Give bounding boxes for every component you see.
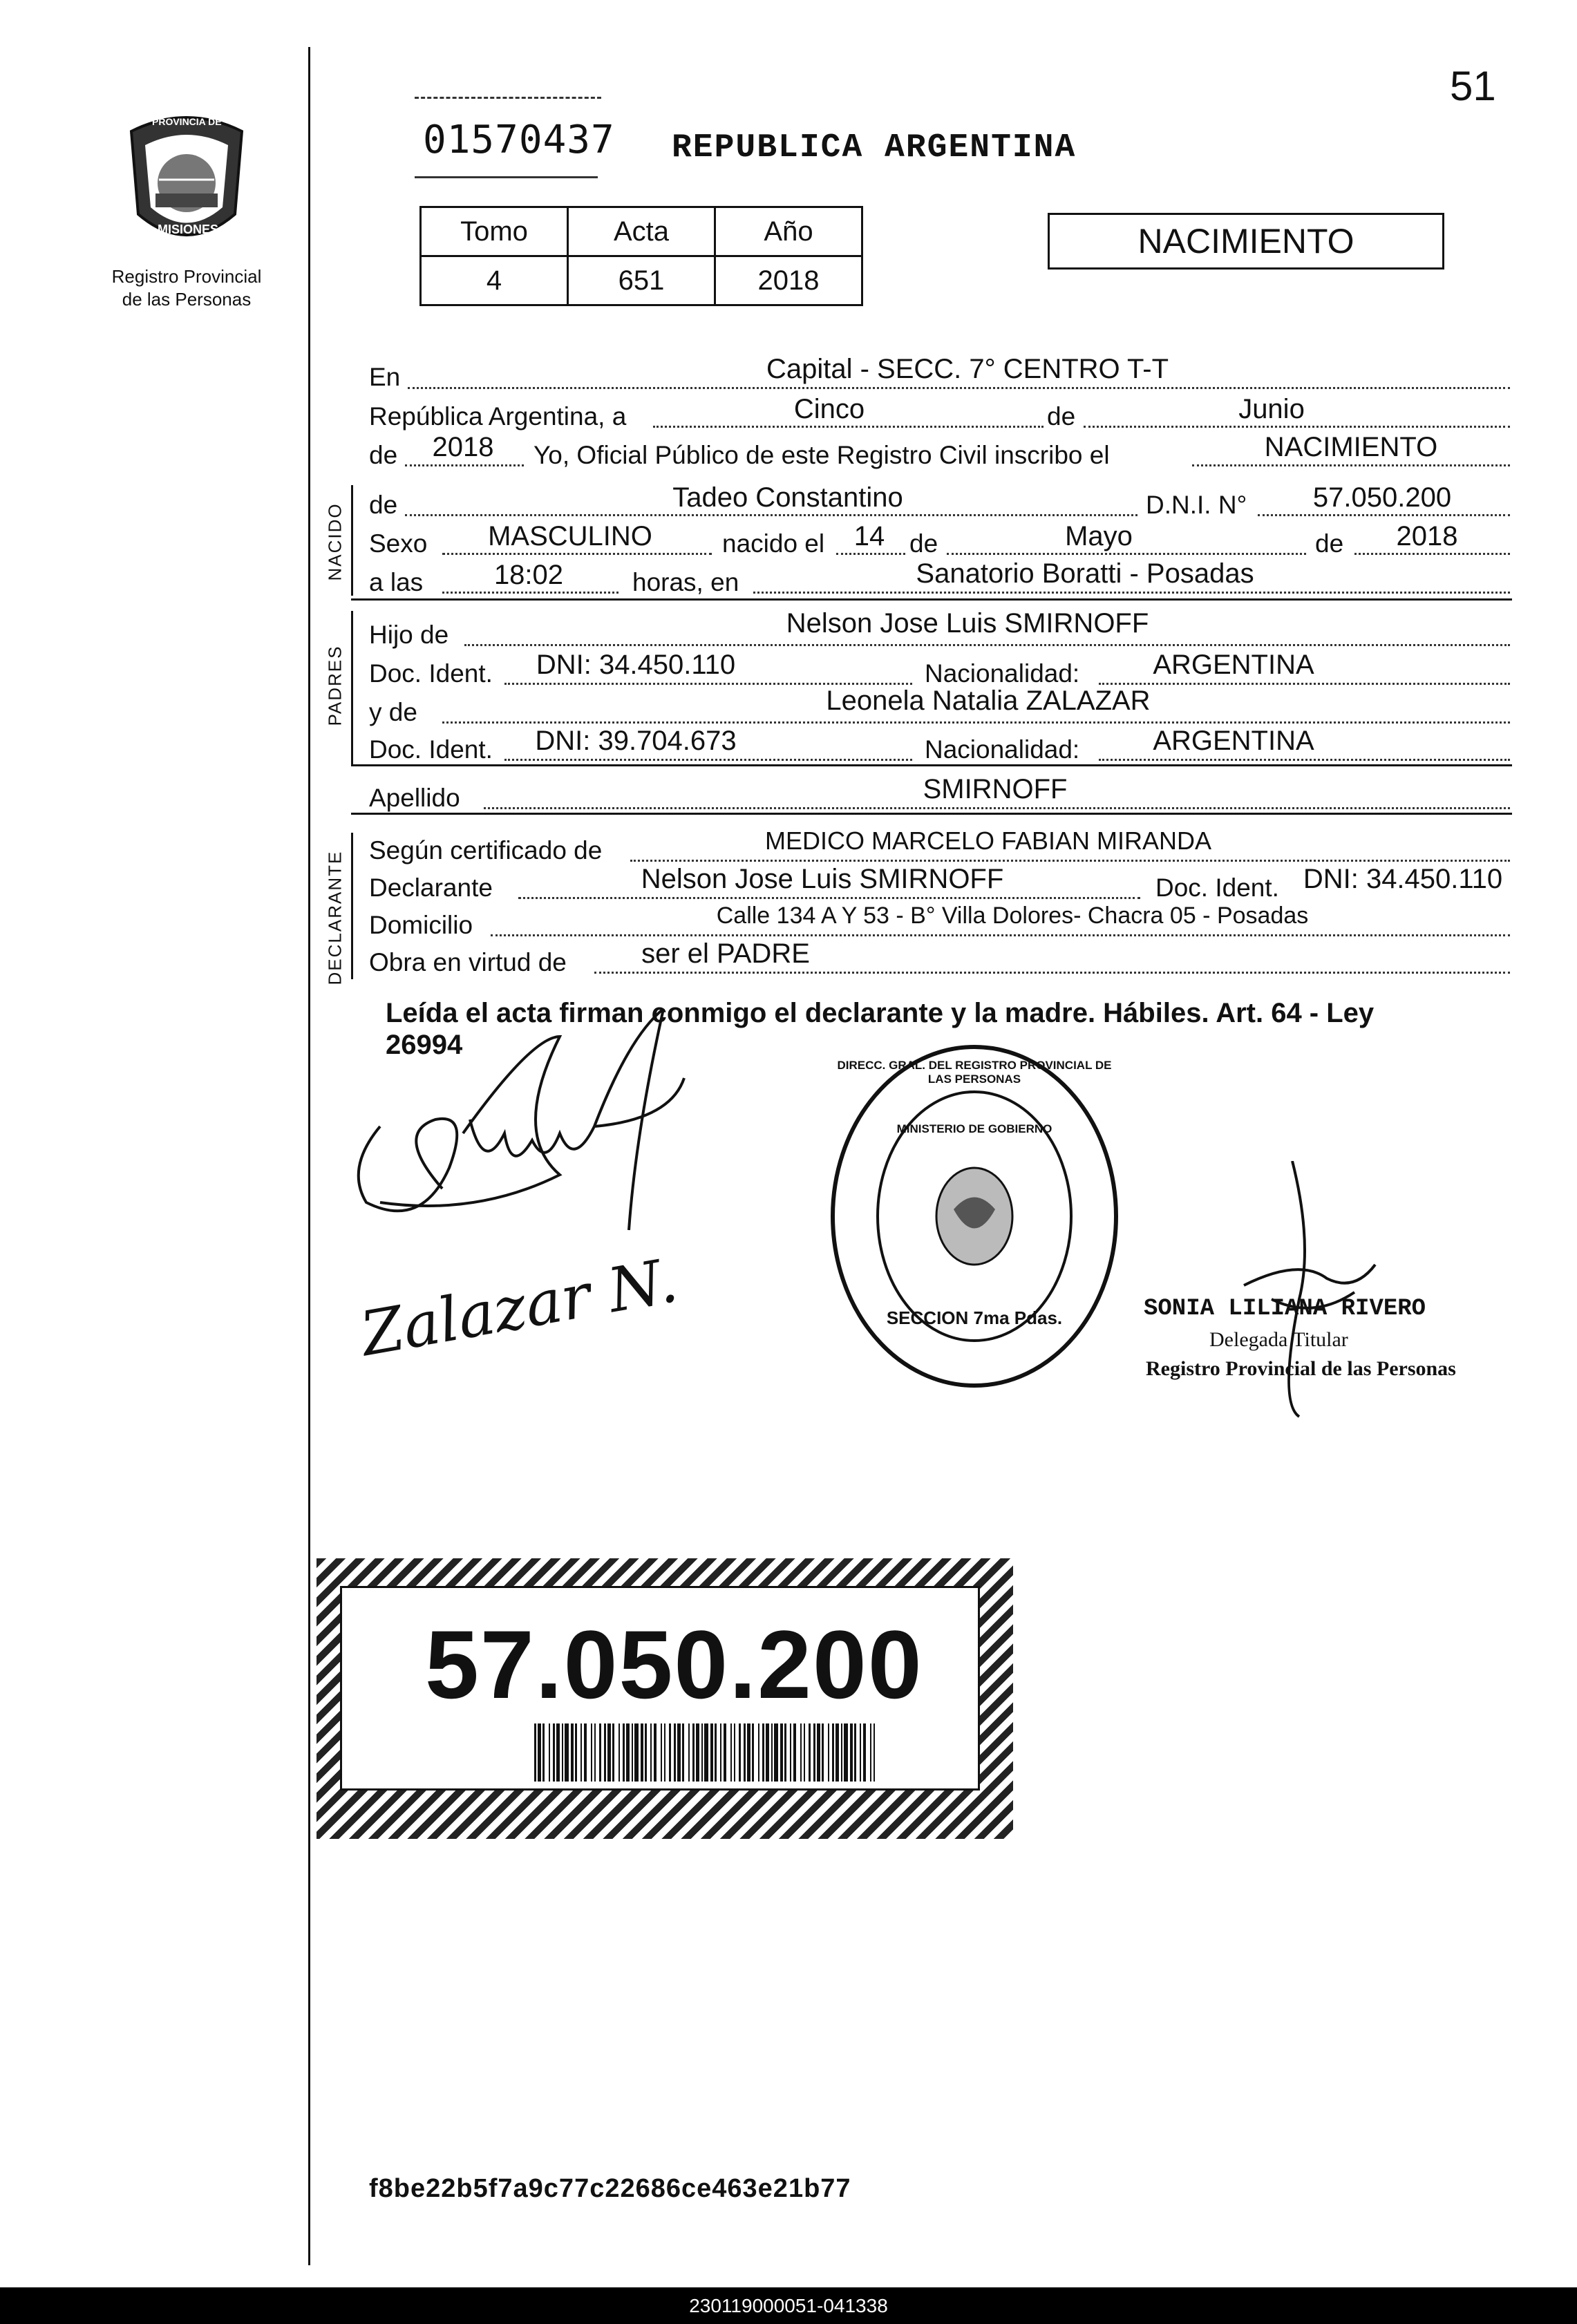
barcode-bar — [844, 1723, 848, 1782]
barcode-bar — [696, 1723, 699, 1782]
barcode-bar — [534, 1723, 536, 1782]
anio-value: 2018 — [432, 432, 494, 462]
barcode-bar — [682, 1723, 684, 1782]
barcode-bar — [701, 1723, 703, 1782]
declarante-doc: DNI: 34.450.110 — [1303, 864, 1503, 894]
lugar-value: Sanatorio Boratti - Posadas — [916, 558, 1254, 589]
barcode-bar — [752, 1723, 754, 1782]
barcode-bar — [626, 1723, 630, 1782]
barcode-bar — [618, 1723, 620, 1782]
official-stamp — [822, 1037, 1126, 1396]
barcode-bar — [860, 1723, 861, 1782]
stamp-inner-text: MINISTERIO DE GOBIERNO — [896, 1122, 1052, 1135]
madre-signature-text: Zalazar N. — [355, 1244, 683, 1370]
declarante-doc-label: Doc. Ident. — [1155, 873, 1279, 902]
nacido-label: nacido el — [722, 529, 825, 558]
serial-underline — [415, 176, 598, 178]
hora-dots — [442, 592, 618, 594]
en-value: Capital - SECC. 7° CENTRO T-T — [766, 354, 1169, 384]
footer-code: 230119000051-041338 — [689, 2295, 888, 2316]
madre-doc-label: Doc. Ident. — [369, 735, 493, 764]
de4-label: de — [909, 529, 938, 558]
header-anio: Año — [715, 207, 862, 256]
barcode-bar — [874, 1723, 875, 1782]
barcode-bar — [604, 1723, 606, 1782]
closing-line2: 26994 — [386, 1030, 463, 1060]
madre-doc-dots — [504, 759, 912, 761]
mes-value: Junio — [1238, 394, 1305, 424]
en-label: En — [369, 363, 401, 391]
madre-signature — [356, 1245, 683, 1370]
barcode-bar — [549, 1723, 550, 1782]
barcode-bar — [747, 1723, 750, 1782]
record-type: NACIMIENTO — [1137, 222, 1354, 261]
hora-value: 18:02 — [493, 560, 564, 590]
mes-dots — [1084, 426, 1510, 428]
barcode-bar — [664, 1723, 665, 1782]
barcode-bar — [634, 1723, 639, 1782]
barcode-bar — [800, 1723, 802, 1782]
section-padres: PADRES — [324, 645, 346, 726]
padre-nac: ARGENTINA — [1153, 650, 1314, 680]
country-title: REPUBLICA ARGENTINA — [672, 129, 1077, 167]
segun-dots — [630, 860, 1510, 862]
barcode — [534, 1723, 880, 1782]
barcode-bar — [654, 1723, 657, 1782]
barcode-bar — [809, 1723, 811, 1782]
anio-dots — [405, 464, 524, 466]
nombre-value: Tadeo Constantino — [672, 482, 903, 513]
logo-seal-bottom: MISIONES — [158, 223, 219, 236]
sexo-value: MASCULINO — [488, 521, 652, 551]
nacido-dia-dots — [836, 553, 905, 555]
barcode-bar — [674, 1723, 676, 1782]
nombre-dots — [405, 514, 1137, 516]
alas-label: a las — [369, 568, 424, 596]
value-tomo: 4 — [421, 256, 568, 305]
barcode-bar — [835, 1723, 839, 1782]
logo-seal-top: PROVINCIA DE — [152, 116, 222, 127]
barcode-bar — [562, 1723, 563, 1782]
dni-value: 57.050.200 — [1312, 482, 1452, 513]
officer-org: Registro Provincial de las Personas — [1146, 1357, 1456, 1380]
apellido-value: SMIRNOFF — [923, 774, 1068, 804]
declarante-value: Nelson Jose Luis SMIRNOFF — [641, 864, 1004, 894]
inscribo-value: NACIMIENTO — [1264, 432, 1438, 462]
barcode-bar — [793, 1723, 796, 1782]
padre-doc: DNI: 34.450.110 — [536, 650, 736, 680]
de2-label: de — [369, 441, 398, 469]
barcode-bar — [771, 1723, 773, 1782]
barcode-bar — [774, 1723, 778, 1782]
barcode-bar — [744, 1723, 746, 1782]
padre-value: Nelson Jose Luis SMIRNOFF — [786, 608, 1149, 639]
barcode-bar — [599, 1723, 601, 1782]
divider-nacido — [351, 598, 1512, 601]
madre-nac: ARGENTINA — [1153, 726, 1314, 756]
officer-title: Delegada Titular — [1209, 1328, 1348, 1351]
declarante-signature — [339, 995, 726, 1244]
dni-dots — [1258, 514, 1510, 516]
barcode-bar — [704, 1723, 708, 1782]
madre-doc: DNI: 39.704.673 — [535, 726, 737, 756]
barcode-bar — [538, 1723, 541, 1782]
barcode-bar — [650, 1723, 652, 1782]
madre-nac-dots — [1099, 759, 1510, 761]
divider-padres — [351, 764, 1512, 766]
inscribo-label: Yo, Oficial Público de este Registro Civil inscribo el — [533, 441, 1110, 469]
barcode-bar — [565, 1723, 569, 1782]
nacido-mes: Mayo — [1065, 521, 1133, 551]
label-number: 57.050.200 — [425, 1610, 923, 1719]
logo-caption-line1: Registro Provincial — [111, 266, 262, 287]
madre-nac-label: Nacionalidad: — [925, 735, 1080, 764]
barcode-bar — [688, 1723, 690, 1782]
de3-label: de — [369, 491, 398, 519]
segun-label: Según certificado de — [369, 836, 603, 865]
barcode-bar — [591, 1723, 592, 1782]
document-hash: f8be22b5f7a9c77c22686ce463e21b77 — [369, 2174, 851, 2203]
apellido-label: Apellido — [369, 784, 460, 812]
stamp-bottom-text: SECCION 7ma Pdas. — [886, 1307, 1063, 1328]
dni-label-inner — [340, 1586, 980, 1791]
nacido-mes-dots — [947, 553, 1306, 555]
barcode-bar — [542, 1723, 545, 1782]
barcode-bar — [724, 1723, 726, 1782]
section-nacido: NACIDO — [324, 502, 346, 581]
hijo-label: Hijo de — [369, 621, 449, 649]
horas-label: horas, en — [632, 568, 739, 596]
declarante-dots — [518, 897, 1140, 899]
barcode-bar — [575, 1723, 577, 1782]
barcode-bar — [661, 1723, 662, 1782]
barcode-bar — [580, 1723, 582, 1782]
barcode-bar — [584, 1723, 587, 1782]
barcode-bar — [822, 1723, 824, 1782]
barcode-bar — [804, 1723, 805, 1782]
dia-value: Cinco — [793, 394, 865, 424]
de-label: de — [1047, 402, 1076, 431]
padre-nac-dots — [1099, 683, 1510, 685]
barcode-bar — [632, 1723, 633, 1782]
sexo-dots — [442, 553, 712, 555]
officer-name: SONIA LILIANA RIVERO — [1144, 1296, 1426, 1322]
barcode-bar — [863, 1723, 866, 1782]
page-number: 51 — [1450, 63, 1496, 109]
serial-number: 01570437 — [423, 117, 615, 162]
nacido-bracket — [351, 485, 353, 596]
divider-apellido — [351, 813, 1512, 815]
obra-value: ser el PADRE — [641, 938, 810, 969]
barcode-bar — [813, 1723, 815, 1782]
footer-bar — [0, 2287, 1577, 2324]
barcode-bar — [669, 1723, 671, 1782]
barcode-bar — [790, 1723, 791, 1782]
madre-dots — [442, 721, 1510, 724]
value-anio: 2018 — [715, 256, 862, 305]
barcode-bar — [870, 1723, 871, 1782]
barcode-bar — [739, 1723, 741, 1782]
header-acta: Acta — [568, 207, 715, 256]
segun-value: MEDICO MARCELO FABIAN MIRANDA — [764, 826, 1212, 855]
barcode-bar — [715, 1723, 717, 1782]
section-declarante: DECLARANTE — [324, 850, 346, 985]
closing-line1: Leída el acta firman conmigo el declarante y la madre. Hábiles. Art. 64 - Ley — [386, 998, 1375, 1028]
sexo-label: Sexo — [369, 529, 428, 558]
barcode-bar — [641, 1723, 643, 1782]
barcode-bar — [841, 1723, 842, 1782]
serial-dashes — [415, 97, 601, 99]
dia-dots — [653, 426, 1044, 428]
padre-dots — [464, 644, 1510, 646]
officer-signature — [1216, 1161, 1396, 1424]
barcode-bar — [594, 1723, 596, 1782]
barcode-bar — [828, 1723, 829, 1782]
barcode-bar — [571, 1723, 574, 1782]
domicilio-label: Domicilio — [369, 911, 473, 939]
de5-label: de — [1315, 529, 1344, 558]
barcode-bar — [850, 1723, 853, 1782]
barcode-bar — [710, 1723, 713, 1782]
barcode-bar — [762, 1723, 764, 1782]
barcode-bar — [553, 1723, 555, 1782]
margin-line — [308, 47, 310, 2265]
barcode-bar — [832, 1723, 834, 1782]
padre-doc-label: Doc. Ident. — [369, 659, 493, 688]
barcode-bar — [854, 1723, 856, 1782]
inscribo-dots — [1192, 464, 1510, 466]
value-acta: 651 — [568, 256, 715, 305]
barcode-bar — [780, 1723, 783, 1782]
domicilio-dots — [491, 934, 1510, 936]
barcode-bar — [623, 1723, 625, 1782]
padre-doc-dots — [504, 683, 912, 685]
logo-caption-line2: de las Personas — [122, 289, 252, 310]
padre-nac-label: Nacionalidad: — [925, 659, 1080, 688]
en-dots — [408, 387, 1510, 389]
obra-label: Obra en virtud de — [369, 948, 567, 976]
province-logo — [117, 111, 256, 256]
republica-label: República Argentina, a — [369, 402, 627, 431]
barcode-bar — [720, 1723, 721, 1782]
nacido-anio-dots — [1354, 553, 1510, 555]
barcode-bar — [730, 1723, 732, 1782]
declarante-label: Declarante — [369, 873, 493, 902]
dni-label: D.N.I. N° — [1146, 491, 1247, 519]
barcode-bar — [766, 1723, 769, 1782]
barcode-bar — [677, 1723, 681, 1782]
dni-label-sticker — [317, 1558, 1013, 1839]
obra-dots — [594, 972, 1510, 974]
barcode-bar — [784, 1723, 786, 1782]
apellido-dots — [484, 807, 1510, 809]
barcode-bar — [556, 1723, 560, 1782]
barcode-bar — [612, 1723, 614, 1782]
nacido-anio: 2018 — [1396, 521, 1458, 551]
madre-value: Leonela Natalia ZALAZAR — [826, 686, 1151, 716]
nacido-dia: 14 — [853, 521, 885, 551]
declarante-bracket — [351, 833, 353, 979]
stamp-outer-text: DIRECC. GRAL. DEL REGISTRO PROVINCIAL DE LAS PERSONAS — [837, 1059, 1112, 1086]
header-tomo: Tomo — [421, 207, 568, 256]
barcode-bar — [692, 1723, 695, 1782]
lugar-dots — [753, 592, 1510, 594]
yde-label: y de — [369, 698, 417, 726]
barcode-bar — [607, 1723, 611, 1782]
padres-bracket — [351, 611, 353, 764]
barcode-bar — [817, 1723, 820, 1782]
barcode-bar — [734, 1723, 735, 1782]
barcode-bar — [645, 1723, 647, 1782]
domicilio-value: Calle 134 A Y 53 - B° Villa Dolores- Chacra 05 - Posadas — [716, 903, 1309, 929]
record-type-box — [1048, 213, 1444, 270]
reference-table — [419, 206, 863, 306]
barcode-bar — [758, 1723, 759, 1782]
